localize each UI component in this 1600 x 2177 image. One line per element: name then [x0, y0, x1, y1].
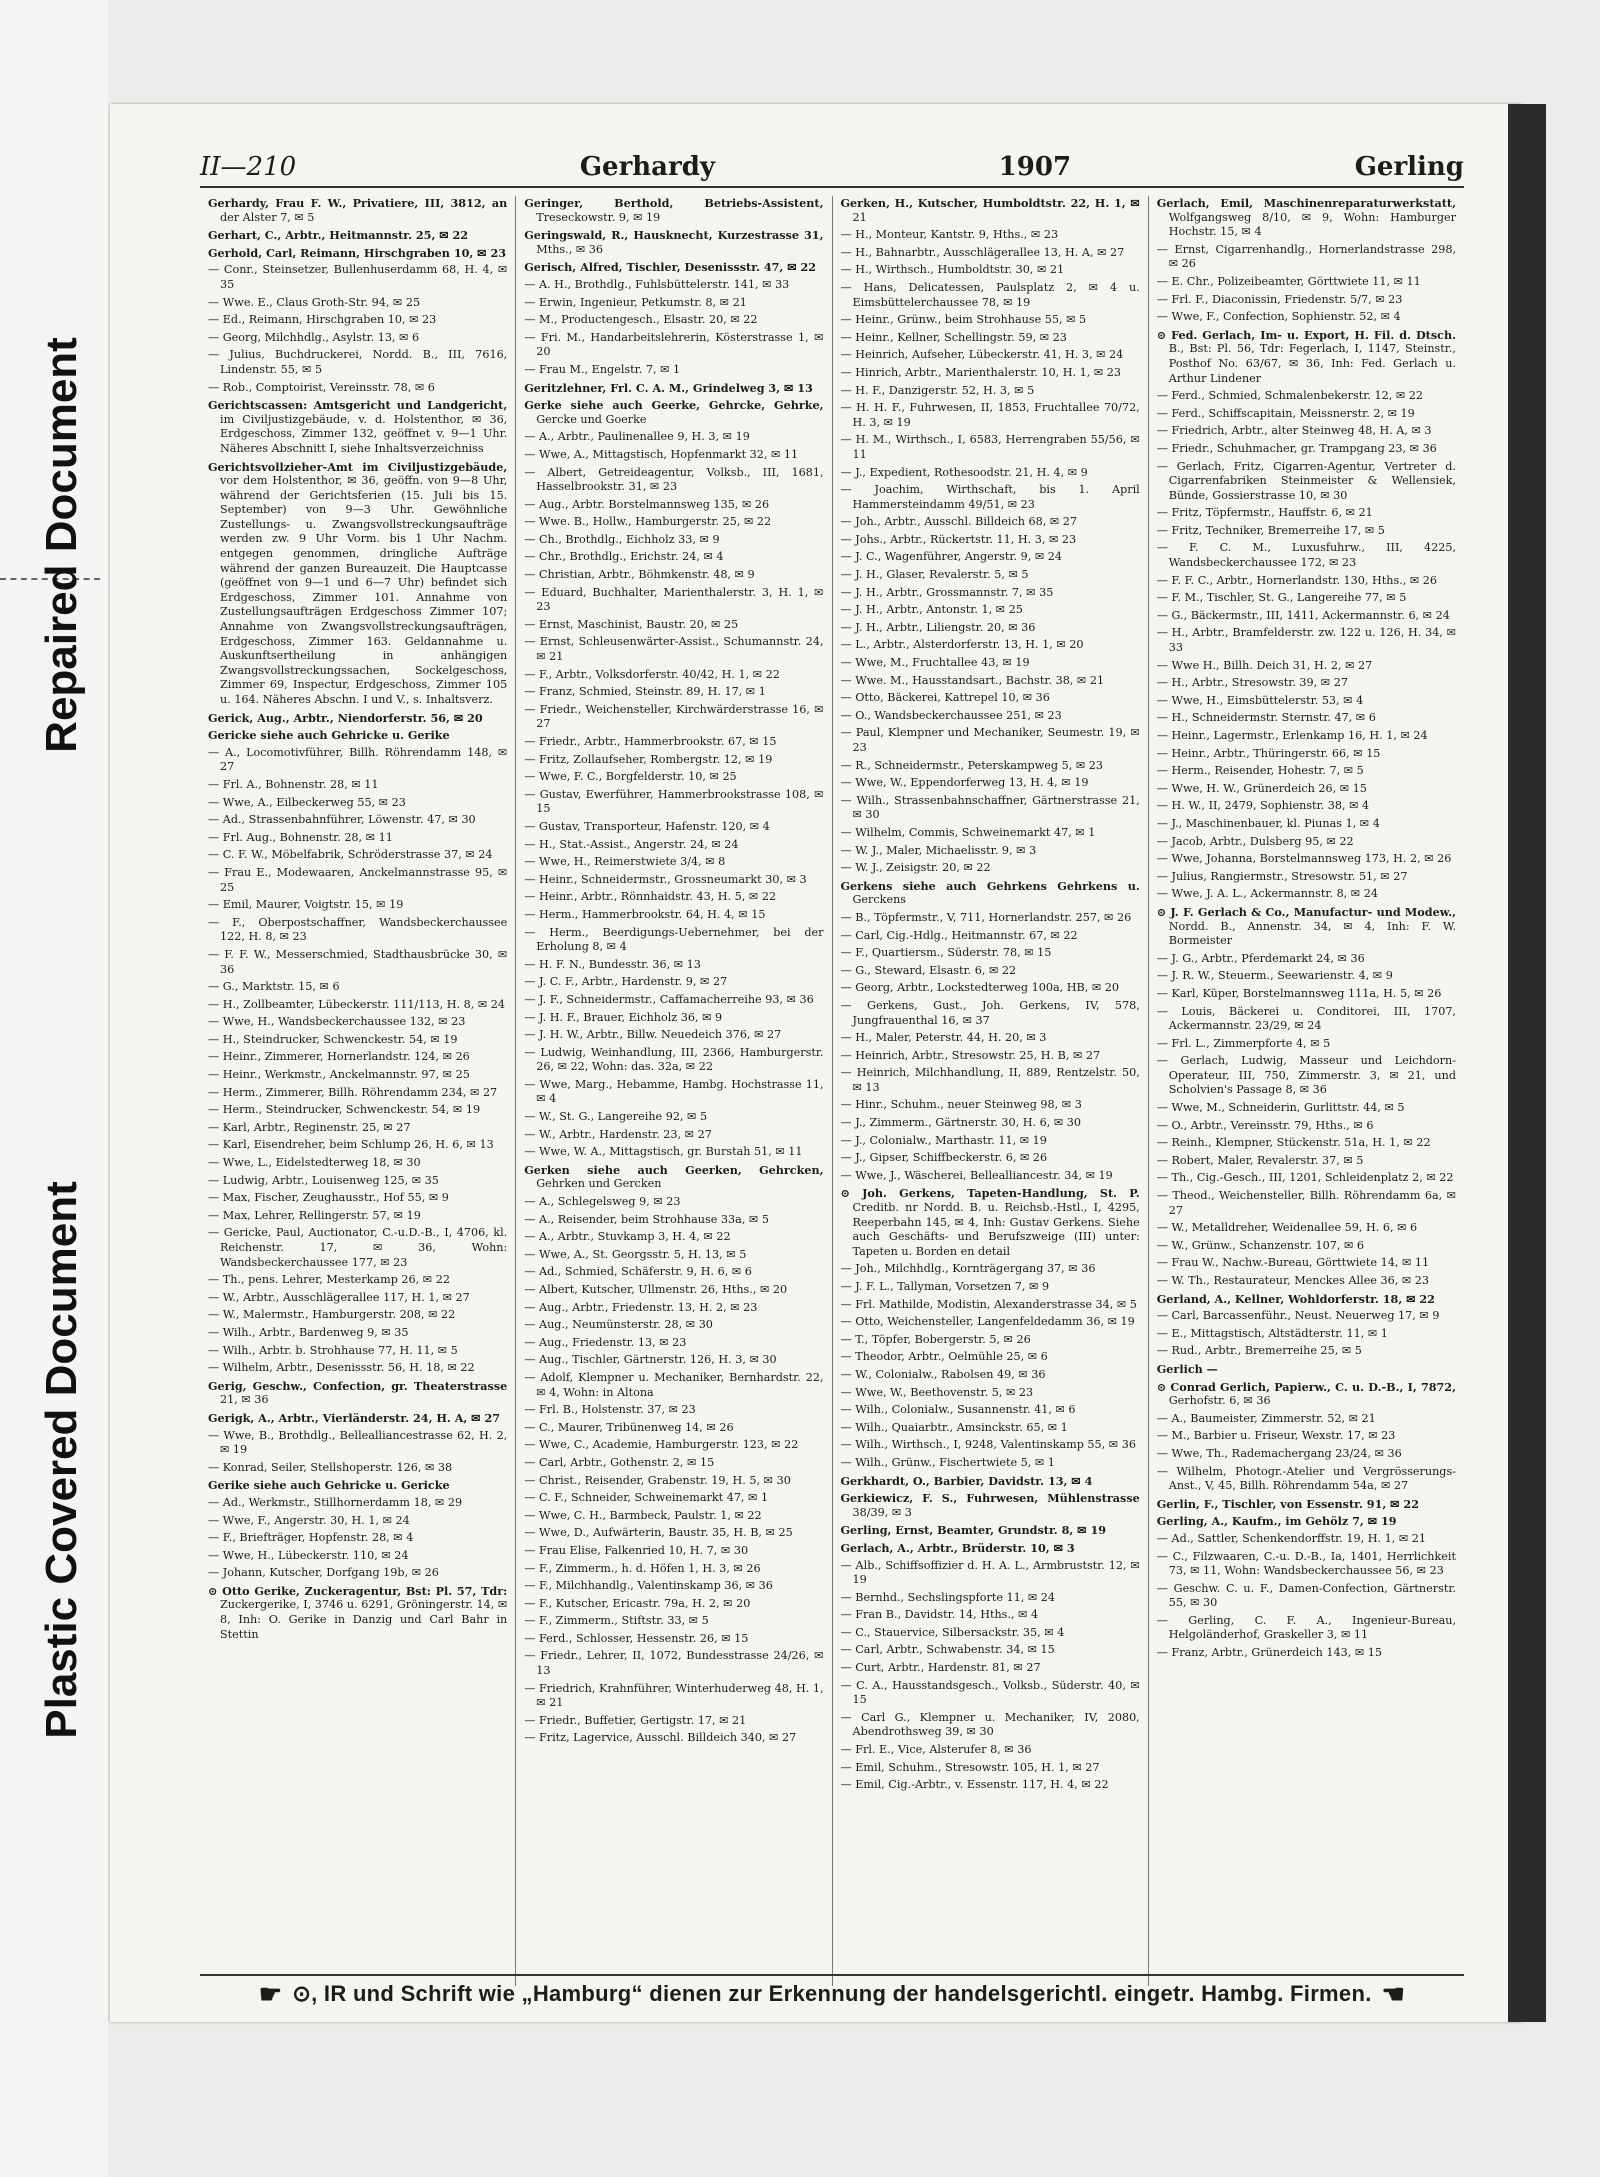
directory-entry: — Wwe, B., Brothdlg., Bellealliancestrasse 62, H. 2, ✉ 19 [208, 1428, 508, 1457]
directory-entry: — Wwe, Marg., Hebamme, Hambg. Hochstrasse 11, ✉ 4 [524, 1077, 824, 1106]
directory-entry: — G., Bäckermstr., III, 1411, Ackermannstr. 6, ✉ 24 [1156, 608, 1450, 622]
directory-entry: — Friedr., Lehrer, II, 1072, Bundesstrasse 24/26, ✉ 13 [524, 1649, 824, 1678]
directory-entry: — M., Barbier u. Friseur, Wexstr. 17, ✉ 23 [1156, 1429, 1396, 1443]
directory-entry: — Gustav, Transporteur, Hafenstr. 120, ✉ 4 [524, 819, 770, 833]
directory-entry: — Wwe, L., Eidelstedterweg 18, ✉ 30 [208, 1156, 421, 1170]
plastic-covered-document-label: Plastic Covered Document [37, 1181, 86, 1739]
directory-entry: — Wwe, M., Fruchtallee 43, ✉ 19 [840, 656, 1030, 670]
directory-entry: — F., Quartiersm., Süderstr. 78, ✉ 15 [840, 946, 1052, 960]
directory-entry: — Frl. Aug., Bohnenstr. 28, ✉ 11 [208, 830, 393, 844]
directory-entry: — Heinr., Kellner, Schellingstr. 59, ✉ 23 [840, 330, 1067, 344]
directory-entry: — H., Steindrucker, Schwenckestr. 54, ✉ 19 [208, 1032, 458, 1046]
directory-entry: Gerling, A., Kaufm., im Gehölz 7, ✉ 19 [1156, 1514, 1397, 1529]
directory-entry: — Friedrich, Arbtr., alter Steinweg 48, H. A, ✉ 3 [1156, 424, 1432, 438]
directory-entry: — Ed., Reimann, Hirschgraben 10, ✉ 23 [208, 313, 437, 327]
directory-entry: Gerlin, F., Tischler, von Essenstr. 91, ✉ 22 [1156, 1496, 1419, 1511]
directory-entry: — Wwe, A., Eilbeckerweg 55, ✉ 23 [208, 795, 406, 809]
directory-entry: — W., St. G., Langereihe 92, ✉ 5 [524, 1110, 708, 1124]
directory-entry: — G., Marktstr. 15, ✉ 6 [208, 980, 340, 994]
directory-entry: — Karl, Küper, Borstelmannsweg 111a, H. 5, ✉ 26 [1156, 986, 1442, 1000]
directory-entry: — Ad., Sattler, Schenkendorffstr. 19, H. 1, ✉ 21 [1156, 1531, 1426, 1545]
directory-entry: — C. F., Schneider, Schweinemarkt 47, ✉ 1 [524, 1491, 769, 1505]
header-year: 1907 [998, 152, 1072, 182]
directory-entry: — Otto, Bäckerei, Kattrepel 10, ✉ 36 [840, 691, 1050, 705]
directory-entry: — Theod., Weichensteller, Billh. Röhrendamm 6a, ✉ 27 [1156, 1189, 1456, 1217]
directory-entry: — Gustav, Ewerführer, Hammerbrookstrasse 108, ✉ 15 [524, 787, 824, 816]
directory-entry: — R., Schneidermstr., Peterskampweg 5, ✉ 23 [840, 758, 1104, 772]
directory-entry: — J., Gipser, Schiffbeckerstr. 6, ✉ 26 [840, 1151, 1048, 1165]
directory-entry: — Heinrich, Milchhandlung, II, 889, Rentzelstr. 50, ✉ 13 [840, 1066, 1140, 1094]
directory-entry: — W., Arbtr., Ausschlägerallee 117, H. 1, ✉ 27 [208, 1290, 470, 1304]
directory-entry: — Wwe, H., Lübeckerstr. 110, ✉ 24 [208, 1548, 409, 1562]
page-number: II—210 [200, 152, 297, 182]
directory-entry: — J. H., Arbtr., Liliengstr. 20, ✉ 36 [840, 620, 1036, 634]
directory-entry: — Hinrich, Arbtr., Marienthalerstr. 10, H. 1, ✉ 23 [840, 365, 1122, 379]
directory-entry: Gerhart, C., Arbtr., Heitmannstr. 25, ✉ 22 [208, 228, 469, 243]
directory-entry: — Max, Fischer, Zeughausstr., Hof 55, ✉ 9 [208, 1191, 449, 1205]
directory-entry: — Wwe, H., Eimsbüttelerstr. 53, ✉ 4 [1156, 693, 1364, 707]
directory-entry: — Friedr., Weichensteller, Kirchwärderstrasse 16, ✉ 27 [524, 702, 824, 731]
directory-entry: — Wilhelm, Arbtr., Desenissstr. 56, H. 18, ✉ 22 [208, 1361, 475, 1375]
directory-entry: — W., Arbtr., Hardenstr. 23, ✉ 27 [524, 1127, 712, 1141]
pointing-hand-right-icon: ☛ [258, 1978, 283, 2009]
directory-entry: — Reinh., Klempner, Stückenstr. 51a, H. 1, ✉ 22 [1156, 1136, 1431, 1150]
directory-entry: — Johann, Kutscher, Dorfgang 19b, ✉ 26 [208, 1566, 439, 1580]
directory-entry: — W., Metalldreher, Weidenallee 59, H. 6, ✉ 6 [1156, 1221, 1418, 1235]
directory-entry: — Emil, Schuhm., Stresowstr. 105, H. 1, ✉ 27 [840, 1760, 1100, 1774]
directory-entry: — B., Töpfermstr., V, 711, Hornerlandstr. 257, ✉ 26 [840, 910, 1132, 924]
directory-entry: — Frl. L., Zimmerpforte 4, ✉ 5 [1156, 1036, 1331, 1050]
directory-entry: — Frl. Mathilde, Modistin, Alexanderstrasse 34, ✉ 5 [840, 1297, 1137, 1311]
directory-entry: — C., Filzwaaren, C.-u. D.-B., Ia, 1401, Herrlichkeit 73, ✉ 11, Wohn: Wandsbeckerchaussee 56, ✉ 23 [1156, 1549, 1456, 1578]
directory-entry: — F., Zimmerm., Stiftstr. 33, ✉ 5 [524, 1614, 709, 1628]
directory-entry: — H. F., Danzigerstr. 52, H. 3, ✉ 5 [840, 383, 1035, 397]
directory-entry: ⊙ Conrad Gerlich, Papierw., C. u. D.-B., I, 7872, Gerhofstr. 6, ✉ 36 [1156, 1379, 1456, 1408]
directory-entry: — Ludwig, Weinhandlung, III, 2366, Hamburgerstr. 26, ✉ 22, Wohn: das. 32a, ✉ 22 [524, 1045, 824, 1074]
directory-entry: — Aug., Friedenstr. 13, ✉ 23 [524, 1335, 687, 1349]
directory-entry: — Carl, Cig.-Hdlg., Heitmannstr. 67, ✉ 22 [840, 928, 1078, 942]
directory-entry: — Julius, Rangiermstr., Stresowstr. 51, ✉ 27 [1156, 869, 1408, 883]
directory-entry: — H., Monteur, Kantstr. 9, Hths., ✉ 23 [840, 228, 1059, 242]
directory-entry: — J. H., Arbtr., Antonstr. 1, ✉ 25 [840, 603, 1023, 617]
directory-entry: — Curt, Arbtr., Hardenstr. 81, ✉ 27 [840, 1661, 1041, 1675]
header-left-word: Gerhardy [579, 152, 716, 182]
directory-entry: — Heinr., Arbtr., Rönnhaidstr. 43, H. 5, ✉ 22 [524, 890, 777, 904]
directory-entry: — Fri. M., Handarbeitslehrerin, Kösterstrasse 1, ✉ 20 [524, 330, 824, 359]
directory-entry: — Fran B., Davidstr. 14, Hths., ✉ 4 [840, 1608, 1039, 1622]
directory-entry: — Bernhd., Sechslingspforte 11, ✉ 24 [840, 1590, 1056, 1604]
directory-entry: Gericke siehe auch Gehricke u. Gerike [208, 728, 450, 743]
directory-entry: — H., Zollbeamter, Lübeckerstr. 111/113, H. 8, ✉ 24 [208, 997, 505, 1011]
directory-entry: — Wilhelm, Commis, Schweinemarkt 47, ✉ 1 [840, 825, 1096, 839]
directory-entry: — Friedr., Buffetier, Gertigstr. 17, ✉ 21 [524, 1713, 747, 1727]
directory-entry: — Joachim, Wirthschaft, bis 1. April Hammersteindamm 49/51, ✉ 23 [840, 483, 1140, 511]
directory-entry: — Hinr., Schuhm., neuer Steinweg 98, ✉ 3 [840, 1098, 1082, 1112]
column-3 [833, 196, 1149, 1986]
directory-entry: ⊙ Otto Gerike, Zuckeragentur, Bst: Pl. 57, Tdr: Zuckergerike, I, 3746 u. 6291, Gröningerstr. 14, ✉ 8, Inh: O. Gerike in Danzig und Carl Bahr in Stettin [208, 1583, 508, 1641]
directory-entry: — Fritz, Techniker, Bremerreihe 17, ✉ 5 [1156, 523, 1385, 537]
directory-entry: — Wwe. B., Hollw., Hamburgerstr. 25, ✉ 22 [524, 515, 772, 529]
directory-entry: Gerichtscassen: Amtsgericht und Landgericht, im Civiljustizgebäude, v. d. Holstenthor, ✉ 36, Erdgeschoss, Zimmer 132, geöffnet v. 9—1 Uhr. Näheres Abschnitt I, siehe Inhaltsverzeichniss [208, 398, 508, 455]
directory-entry: — Wilh., Quaiarbtr., Amsinckstr. 65, ✉ 1 [840, 1420, 1068, 1434]
directory-entry: Geritzlehner, Frl. C. A. M., Grindelweg 3, ✉ 13 [524, 380, 813, 395]
directory-entry: — F., Oberpostschaffner, Wandsbeckerchaussee 122, H. 8, ✉ 23 [208, 915, 508, 944]
directory-entry: — Ernst, Maschinist, Baustr. 20, ✉ 25 [524, 617, 739, 631]
directory-entry: — Ad., Strassenbahnführer, Löwenstr. 47, ✉ 30 [208, 813, 476, 827]
directory-entry: — Aug., Tischler, Gärtnerstr. 126, H. 3, ✉ 30 [524, 1353, 777, 1367]
directory-entry: — Wwe H., Billh. Deich 31, H. 2, ✉ 27 [1156, 658, 1373, 672]
directory-entry: — Franz, Schmied, Steinstr. 89, H. 17, ✉ 1 [524, 685, 766, 699]
directory-entry: — Frau Elise, Falkenried 10, H. 7, ✉ 30 [524, 1543, 749, 1557]
column-1 [200, 196, 516, 1986]
column-2 [516, 196, 832, 1986]
directory-entry: — J. C., Wagenführer, Angerstr. 9, ✉ 24 [840, 550, 1063, 564]
directory-entry: Gerigk, A., Arbtr., Vierländerstr. 24, H. A, ✉ 27 [208, 1410, 501, 1425]
directory-entry: — Wwe. M., Hausstandsart., Bachstr. 38, ✉ 21 [840, 673, 1105, 687]
directory-entry: — Wwe, H., Wandsbeckerchaussee 132, ✉ 23 [208, 1015, 466, 1029]
directory-entry: — Frl. B., Holstenstr. 37, ✉ 23 [524, 1403, 696, 1417]
directory-entry: — Fritz, Lagervice, Ausschl. Billdeich 340, ✉ 27 [524, 1731, 797, 1745]
directory-entry: — Aug., Arbtr., Friedenstr. 13, H. 2, ✉ 23 [524, 1300, 758, 1314]
directory-entry: ⊙ J. F. Gerlach & Co., Manufactur- und Modew., Nordd. B., Annenstr. 34, ✉ 4, Inh: F. W. Bormeister [1156, 904, 1456, 948]
directory-entry: Gerichtsvollzieher-Amt im Civiljustizgebäude, vor dem Holstenthor, ✉ 36, geöffn. von 9—8 Uhr, während der Gerichtsferien (15. Juli bis 15. September) von 9—3 Uhr. Gewöhnliche Zustellungs- u. Zwangsvollstreckungsaufträge werden zw. 9 Uhr Vorm. bis 1 Uhr Nachm. entgegen genommen, dringliche Aufträge während der ganzen Bureauzeit. Die Hauptcasse (geöffnet von 9—1 und 6—7 Uhr) befindet sich Erdgeschoss, Zimmer 101. Annahme von Zustellungsaufträgen Erdgeschoss Zimmer 107; Annahme von Zwangsvollstreckungsaufträgen, Erdgeschoss, Zimmer 163. Geldannahme u. Auskunftsertheilung in anhängigen Zwangsvollstreckungssachen, Sockelgeschoss, Zimmer 69, Inspectur, Erdgeschoss, Zimmer 105 u. 164. Näheres Abschn. I und V., s. Inhaltsverz. [208, 459, 508, 706]
directory-entry: — Wwe, Johanna, Borstelmannsweg 173, H. 2, ✉ 26 [1156, 852, 1452, 866]
directory-entry: — H., Arbtr., Bramfelderstr. zw. 122 u. 126, H. 34, ✉ 33 [1156, 626, 1456, 655]
directory-entry: — Wwe, H., Reimerstwiete 3/4, ✉ 8 [524, 855, 726, 869]
directory-entry: — Herm., Beerdigungs-Uebernehmer, bei der Erholung 8, ✉ 4 [524, 925, 824, 954]
directory-entry: — W. J., Maler, Michaelisstr. 9, ✉ 3 [840, 843, 1037, 857]
directory-entry: — F., Milchhandlg., Valentinskamp 36, ✉ 36 [524, 1579, 773, 1593]
directory-entry: — Fritz, Zollaufseher, Rombergstr. 12, ✉ 19 [524, 752, 773, 766]
directory-entry: — Jacob, Arbtr., Dulsberg 95, ✉ 22 [1156, 834, 1354, 848]
directory-entry: — Th., pens. Lehrer, Mesterkamp 26, ✉ 22 [208, 1273, 450, 1287]
directory-entry: — Friedr., Arbtr., Hammerbrookstr. 67, ✉ 15 [524, 735, 777, 748]
directory-entry: Geringer, Berthold, Betriebs-Assistent, Treseckowstr. 9, ✉ 19 [524, 196, 824, 224]
directory-entry: — C., Maurer, Tribünenweg 14, ✉ 26 [524, 1420, 734, 1434]
directory-entry: — E. Chr., Polizeibeamter, Görttwiete 11, ✉ 11 [1156, 274, 1421, 288]
directory-entry: — F., Arbtr., Volksdorferstr. 40/42, H. 1, ✉ 22 [524, 667, 780, 681]
directory-entry: — Emil, Cig.-Arbtr., v. Essenstr. 117, H. 4, ✉ 22 [840, 1778, 1109, 1792]
directory-entry: — Eduard, Buchhalter, Marienthalerstr. 3, H. 1, ✉ 23 [524, 585, 824, 614]
directory-entry: — Rud., Arbtr., Bremerreihe 25, ✉ 5 [1156, 1344, 1362, 1358]
directory-entry: — Wwe, C. H., Barmbeck, Paulstr. 1, ✉ 22 [524, 1508, 762, 1522]
header-right-word: Gerling [1354, 152, 1464, 182]
directory-entry: — Gerlach, Ludwig, Masseur und Leichdorn-Operateur, III, 750, Zimmerstr. 3, ✉ 21, und Scholvien's Passage 8, ✉ 36 [1156, 1054, 1456, 1097]
pointing-hand-left-icon: ☚ [1381, 1978, 1406, 2009]
binding-edge [1508, 104, 1546, 2022]
directory-entry: Gerlich — [1156, 1361, 1218, 1376]
directory-entry: — F., Zimmerm., h. d. Höfen 1, H. 3, ✉ 26 [524, 1561, 761, 1575]
directory-entry: — Rob., Comptoirist, Vereinsstr. 78, ✉ 6 [208, 380, 435, 394]
directory-entry: — Wwe. E., Claus Groth-Str. 94, ✉ 25 [208, 295, 421, 309]
directory-entry: — Frl. F., Diaconissin, Friedenstr. 5/7, ✉ 23 [1156, 292, 1403, 306]
directory-entry: — Paul, Klempner und Mechaniker, Seumestr. 19, ✉ 23 [840, 726, 1140, 754]
directory-entry: — H., Maler, Peterstr. 44, H. 20, ✉ 3 [840, 1031, 1047, 1045]
directory-entry: — Frau E., Modewaaren, Anckelmannstrasse 95, ✉ 25 [208, 865, 508, 894]
directory-entry: ⊙ Fed. Gerlach, Im- u. Export, H. Fil. d. Dtsch. B., Bst: Pl. 56, Tdr: Fegerlach, I, 1147, Steinstr., Posthof No. 63/67, ✉ 36, Inh: Fed. Gerlach u. Arthur Lindener [1156, 327, 1456, 385]
directory-entry: — L., Arbtr., Alsterdorferstr. 13, H. 1, ✉ 20 [840, 638, 1084, 652]
directory-entry: — H., Schneidermstr. Sternstr. 47, ✉ 6 [1156, 711, 1376, 725]
directory-entry: — J. H., Arbtr., Grossmannstr. 7, ✉ 35 [840, 585, 1054, 599]
directory-entry: — J., Zimmerm., Gärtnerstr. 30, H. 6, ✉ 30 [840, 1116, 1082, 1130]
directory-entry: — J. R. W., Steuerm., Seewarienstr. 4, ✉ 9 [1156, 969, 1393, 983]
directory-entry: — A. H., Brothdlg., Fuhlsbüttelerstr. 141, ✉ 33 [524, 277, 790, 291]
directory-entry: — Wwe, F., Angerstr. 30, H. 1, ✉ 24 [208, 1513, 410, 1527]
directory-entry: — F., Kutscher, Ericastr. 79a, H. 2, ✉ 20 [524, 1596, 751, 1610]
directory-entry: Geringswald, R., Hausknecht, Kurzestrasse 31, Mths., ✉ 36 [524, 228, 824, 256]
directory-entry: — Albert, Kutscher, Ullmenstr. 26, Hths., ✉ 20 [524, 1283, 788, 1296]
directory-entry: — A., Locomotivführer, Billh. Röhrendamm 148, ✉ 27 [208, 745, 508, 774]
directory-entry: — F. F. W., Messerschmied, Stadthausbrücke 30, ✉ 36 [208, 947, 508, 976]
repaired-document-label: Repaired Document [37, 337, 86, 753]
directory-entry: — Adolf, Klempner u. Mechaniker, Bernhardstr. 22, ✉ 4, Wohn: in Altona [524, 1370, 824, 1399]
directory-entry: — A., Arbtr., Stuvkamp 3, H. 4, ✉ 22 [524, 1230, 731, 1244]
directory-entry: — J. F., Schneidermstr., Caffamacherreihe 93, ✉ 36 [524, 992, 814, 1006]
directory-entry: — Wwe, W. A., Mittagstisch, gr. Burstah 51, ✉ 11 [524, 1145, 803, 1159]
directory-entry: Gerlach, A., Arbtr., Brüderstr. 10, ✉ 3 [840, 1540, 1075, 1555]
directory-entry: — Wwe, F., Confection, Sophienstr. 52, ✉ 4 [1156, 310, 1401, 324]
page-header [200, 142, 1464, 188]
directory-entry: — Wilh., Arbtr., Bardenweg 9, ✉ 35 [208, 1325, 409, 1339]
directory-entry: — Joh., Arbtr., Ausschl. Billdeich 68, ✉ 27 [840, 515, 1077, 529]
directory-entry: — Herm., Steindrucker, Schwenckestr. 54, ✉ 19 [208, 1103, 481, 1117]
directory-entry: — A., Reisender, beim Strohhause 33a, ✉ 5 [524, 1212, 769, 1226]
directory-entry: — Louis, Bäckerei u. Conditorei, III, 1707, Ackermannstr. 23/29, ✉ 24 [1156, 1004, 1456, 1033]
directory-entry: — H. M., Wirthsch., I, 6583, Herrengraben 55/56, ✉ 11 [840, 433, 1140, 461]
directory-entry: — G., Steward, Elsastr. 6, ✉ 22 [840, 963, 1017, 977]
directory-entry: Gerkhardt, O., Barbier, Davidstr. 13, ✉ 4 [840, 1473, 1093, 1488]
directory-entry: — Aug., Arbtr. Borstelmannsweg 135, ✉ 26 [524, 497, 770, 511]
directory-entry: — A., Arbtr., Paulinenallee 9, H. 3, ✉ 19 [524, 430, 750, 444]
directory-entry: — Robert, Maler, Revalerstr. 37, ✉ 5 [1156, 1153, 1364, 1167]
directory-entry: — Wwe, W., Eppendorferweg 13, H. 4, ✉ 19 [840, 776, 1089, 790]
directory-entry: Gerkiewicz, F. S., Fuhrwesen, Mühlenstrasse 38/39, ✉ 3 [840, 1491, 1140, 1519]
directory-entry: — J., Expedient, Rothesoodstr. 21, H. 4, ✉ 9 [840, 465, 1088, 479]
directory-entry: — Ad., Schmied, Schäferstr. 9, H. 6, ✉ 6 [524, 1265, 752, 1279]
directory-entry: Gerhold, Carl, Reimann, Hirschgraben 10, ✉ 23 [208, 245, 507, 260]
directory-entry: — J. F. L., Tallyman, Vorsetzen 7, ✉ 9 [840, 1280, 1050, 1293]
directory-entry: — Heinrich, Aufseher, Lübeckerstr. 41, H. 3, ✉ 24 [840, 348, 1124, 362]
directory-entry: — E., Mittagstisch, Altstädterstr. 11, ✉ 1 [1156, 1326, 1388, 1340]
directory-entry: — A., Baumeister, Zimmerstr. 52, ✉ 21 [1156, 1411, 1376, 1425]
directory-entry: — Konrad, Seiler, Stellshoperstr. 126, ✉ 38 [208, 1460, 453, 1474]
directory-entry: — Wwe, M., Schneiderin, Gurlittstr. 44, ✉ 5 [1156, 1101, 1405, 1115]
directory-entry: — Carl, Arbtr., Gothenstr. 2, ✉ 15 [524, 1455, 715, 1469]
directory-entry: Gerke siehe auch Geerke, Gehrcke, Gehrke, Gercke und Goerke [524, 398, 824, 426]
directory-entry: — Chr., Brothdlg., Erichstr. 24, ✉ 4 [524, 550, 724, 564]
directory-entry: — Max, Lehrer, Rellingerstr. 57, ✉ 19 [208, 1208, 421, 1222]
directory-entry: — Ferd., Schlosser, Hessenstr. 26, ✉ 15 [524, 1631, 749, 1645]
document-page [110, 104, 1522, 2022]
directory-entry: — Wwe, F. C., Borgfelderstr. 10, ✉ 25 [524, 770, 737, 784]
directory-entry: — Wwe, C., Academie, Hamburgerstr. 123, ✉ 22 [524, 1438, 799, 1452]
directory-entry: — Heinr., Zimmerer, Hornerlandstr. 124, ✉ 26 [208, 1050, 470, 1064]
directory-entry: — Ch., Brothdlg., Eichholz 33, ✉ 9 [524, 532, 720, 546]
directory-entry: Gerlach, Emil, Maschinenreparaturwerkstatt, Wolfgangsweg 8/10, ✉ 9, Wohn: Hamburger Hochstr. 15, ✉ 4 [1156, 196, 1456, 239]
directory-entry: — Erwin, Ingenieur, Petkumstr. 8, ✉ 21 [524, 295, 747, 309]
directory-entry: — Ferd., Schmied, Schmalenbekerstr. 12, ✉ 22 [1156, 389, 1423, 403]
directory-entry: Gerhardy, Frau F. W., Privatiere, III, 3812, an der Alster 7, ✉ 5 [208, 196, 508, 224]
directory-entry: — Heinr., Arbtr., Thüringerstr. 66, ✉ 15 [1156, 746, 1381, 760]
directory-entry: — T., Töpfer, Bobergerstr. 5, ✉ 26 [840, 1332, 1031, 1346]
directory-entry: — H., Wirthsch., Humboldtstr. 30, ✉ 21 [840, 263, 1065, 277]
directory-entry: — Georg, Arbtr., Lockstedterweg 100a, HB, ✉ 20 [840, 981, 1120, 995]
directory-entry: — Ad., Werkmstr., Stillhornerdamm 18, ✉ 29 [208, 1495, 463, 1509]
directory-entry: — Wwe, J. A. L., Ackermannstr. 8, ✉ 24 [1156, 887, 1378, 901]
directory-entry: — Joh., Milchhdlg., Kornträgergang 37, ✉ 36 [840, 1262, 1096, 1276]
directory-entry: — Carl G., Klempner u. Mechaniker, IV, 2080, Abendrothsweg 39, ✉ 30 [840, 1710, 1140, 1739]
directory-entry: — Wilh., Grünw., Fischertwiete 5, ✉ 1 [840, 1455, 1055, 1469]
directory-entry: — Wilhelm, Photogr.-Atelier und Vergrösserungs-Anst., V, 45, Billh. Röhrendamm 54a, ✉ 27 [1156, 1464, 1456, 1493]
directory-entry: — C., Stauervice, Silbersackstr. 35, ✉ 4 [840, 1625, 1065, 1639]
directory-entry: — Ludwig, Arbtr., Louisenweg 125, ✉ 35 [208, 1173, 439, 1187]
directory-entry: — Friedr., Schuhmacher, gr. Trampgang 23, ✉ 36 [1156, 441, 1437, 455]
directory-entry: — Theodor, Arbtr., Oelmühle 25, ✉ 6 [840, 1350, 1048, 1364]
directory-entry: Gerisch, Alfred, Tischler, Desenissstr. 47, ✉ 22 [524, 260, 817, 275]
directory-entry: Gerkens siehe auch Gehrkens Gehrkens u. Gerckens [840, 878, 1140, 907]
directory-entry: — J. H. F., Brauer, Eichholz 36, ✉ 9 [524, 1010, 723, 1024]
directory-entry: — Christian, Arbtr., Böhmkenstr. 48, ✉ 9 [524, 568, 755, 582]
directory-entry: Gerick, Aug., Arbtr., Niendorferstr. 56, ✉ 20 [208, 710, 483, 725]
directory-entry: — Herm., Reisender, Hohestr. 7, ✉ 5 [1156, 764, 1364, 778]
directory-entry: — Wilh., Wirthsch., I, 9248, Valentinskamp 55, ✉ 36 [840, 1438, 1136, 1452]
directory-entry: — H. W., II, 2479, Sophienstr. 38, ✉ 4 [1156, 799, 1370, 813]
directory-entry: — Wilh., Arbtr. b. Strohhause 77, H. 11, ✉ 5 [208, 1343, 458, 1357]
directory-entry: — Gericke, Paul, Auctionator, C.-u.D.-B., I, 4706, kl. Reichenstr. 17, ✉ 36, Wohn: Wandsbeckerchaussee 177, ✉ 23 [208, 1226, 508, 1269]
directory-entry: — Heinr., Werkmstr., Anckelmannstr. 97, ✉ 25 [208, 1068, 470, 1082]
directory-entry: — Gerkens, Gust., Joh. Gerkens, IV, 578, Jungfrauenthal 16, ✉ 37 [840, 998, 1140, 1027]
directory-entry: — W., Colonialw., Rabolsen 49, ✉ 36 [840, 1367, 1046, 1381]
directory-entry: — Gerling, C. F. A., Ingenieur-Bureau, Helgoländerhof, Graskeller 3, ✉ 11 [1156, 1613, 1456, 1642]
directory-entry: — C. F. W., Möbelfabrik, Schröderstrasse 37, ✉ 24 [208, 848, 493, 862]
directory-entry: — Wwe, A., Mittagstisch, Hopfenmarkt 32, ✉ 11 [524, 447, 799, 461]
directory-entry: — H., Stat.-Assist., Angerstr. 24, ✉ 24 [524, 837, 739, 851]
directory-entry: — J. G., Arbtr., Pferdemarkt 24, ✉ 36 [1156, 951, 1365, 965]
directory-entry: Gerig, Geschw., Confection, gr. Theaterstrasse 21, ✉ 36 [208, 1378, 508, 1407]
directory-entry: — Gerlach, Fritz, Cigarren-Agentur, Vertreter d. Cigarrenfabriken Steinmeister & Wellensiek, Bünde, Gossierstrasse 10, ✉ 30 [1156, 459, 1456, 502]
directory-entry: — Otto, Weichensteller, Langenfeldedamm 36, ✉ 19 [840, 1315, 1135, 1329]
directory-entry: — Ernst, Cigarrenhandlg., Hornerlandstrasse 298, ✉ 26 [1156, 242, 1456, 271]
directory-entry: — Carl, Arbtr., Schwabenstr. 34, ✉ 15 [840, 1643, 1055, 1657]
directory-entry: — Herm., Zimmerer, Billh. Röhrendamm 234, ✉ 27 [208, 1085, 498, 1099]
column-4 [1149, 196, 1464, 1986]
directory-entry: — H. H. F., Fuhrwesen, II, 1853, Fruchtallee 70/72, H. 3, ✉ 19 [840, 401, 1140, 429]
directory-entry: — Aug., Neumünsterstr. 28, ✉ 30 [524, 1318, 713, 1332]
directory-entry: — Emil, Maurer, Voigtstr. 15, ✉ 19 [208, 898, 404, 912]
directory-entry: Gerken siehe auch Geerken, Gehrcken, Gehrken und Gercken [524, 1162, 824, 1191]
page-footer [200, 1974, 1464, 2012]
directory-entry: — Heinr., Lagermstr., Erlenkamp 16, H. 1, ✉ 24 [1156, 729, 1428, 742]
directory-entry: — Heinr., Schneidermstr., Grossneumarkt 30, ✉ 3 [524, 872, 807, 886]
directory-entry: — J., Colonialw., Marthastr. 11, ✉ 19 [840, 1133, 1047, 1147]
directory-entry: — Herm., Hammerbrookstr. 64, H. 4, ✉ 15 [524, 907, 766, 921]
directory-entry: — Conr., Steinsetzer, Bullenhuserdamm 68, H. 4, ✉ 35 [208, 263, 508, 291]
directory-entry: Gerland, A., Kellner, Wohldorferstr. 18, ✉ 22 [1156, 1291, 1435, 1306]
directory-entry: Gerling, Ernst, Beamter, Grundstr. 8, ✉ 19 [840, 1523, 1107, 1538]
directory-entry: — O., Arbtr., Vereinsstr. 79, Hths., ✉ 6 [1156, 1118, 1374, 1132]
directory-entry: — M., Productengesch., Elsastr. 20, ✉ 22 [524, 313, 758, 327]
directory-entry: — A., Schlegelsweg 9, ✉ 23 [524, 1195, 681, 1209]
directory-entry: — Christ., Reisender, Grabenstr. 19, H. 5, ✉ 30 [524, 1473, 791, 1487]
directory-entry: Gerike siehe auch Gehricke u. Gericke [208, 1478, 450, 1493]
directory-entry: Gerken, H., Kutscher, Humboldtstr. 22, H. 1, ✉ 21 [840, 196, 1140, 224]
directory-entry: — Wwe, W., Beethovenstr. 5, ✉ 23 [840, 1385, 1034, 1399]
directory-entry: — Fritz, Töpfermstr., Hauffstr. 6, ✉ 21 [1156, 506, 1373, 520]
directory-entry: — Wilh., Strassenbahnschaffner, Gärtnerstrasse 21, ✉ 30 [840, 793, 1140, 822]
directory-entry: — Karl, Arbtr., Reginenstr. 25, ✉ 27 [208, 1120, 411, 1134]
directory-entry: — C. A., Hausstandsgesch., Volksb., Süderstr. 40, ✉ 15 [840, 1678, 1140, 1707]
directory-entry: — Wwe, D., Aufwärterin, Baustr. 35, H. B, ✉ 25 [524, 1526, 793, 1540]
directory-entry: — Alb., Schiffsoffizier d. H. A. L., Armbruststr. 12, ✉ 19 [840, 1558, 1140, 1587]
directory-entry: — J. H., Glaser, Revalerstr. 5, ✉ 5 [840, 568, 1029, 582]
directory-entry: — Friedrich, Krahnführer, Winterhuderweg 48, H. 1, ✉ 21 [524, 1681, 824, 1710]
directory-entry: — Heinr., Grünw., beim Strohhause 55, ✉ 5 [840, 313, 1087, 327]
directory-entry: — J., Maschinenbauer, kl. Piunas 1, ✉ 4 [1156, 816, 1380, 830]
directory-entry: — H. F. N., Bundesstr. 36, ✉ 13 [524, 957, 701, 971]
left-margin-strip [0, 0, 108, 2177]
directory-entry: — Karl, Eisendreher, beim Schlump 26, H. 6, ✉ 13 [208, 1138, 494, 1152]
directory-entry: — F. M., Tischler, St. G., Langereihe 77, ✉ 5 [1156, 591, 1407, 605]
directory-entry: — W., Grünw., Schanzenstr. 107, ✉ 6 [1156, 1238, 1365, 1252]
directory-entry: — Wwe, J., Wäscherei, Bellealliancestr. 34, ✉ 19 [840, 1168, 1113, 1182]
directory-entry: — Johs., Arbtr., Rückertstr. 11, H. 3, ✉ 23 [840, 532, 1077, 546]
directory-entry: — Heinrich, Arbtr., Stresowstr. 25, H. B, ✉ 27 [840, 1048, 1101, 1062]
directory-entry: — O., Wandsbeckerchaussee 251, ✉ 23 [840, 708, 1062, 722]
directory-entry: — J. C. F., Arbtr., Hardenstr. 9, ✉ 27 [524, 975, 728, 989]
directory-entry: — Carl, Barcassenführ., Neust. Neuerweg 17, ✉ 9 [1156, 1309, 1440, 1323]
directory-entry: — F. C. M., Luxusfuhrw., III, 4225, Wandsbeckerchaussee 172, ✉ 23 [1156, 541, 1456, 570]
directory-entry: — Albert, Getreideagentur, Volksb., III, 1681, Hasselbrookstr. 31, ✉ 23 [524, 465, 824, 494]
directory-entry: — F. F. C., Arbtr., Hornerlandstr. 130, Hths., ✉ 26 [1156, 573, 1438, 587]
directory-entry: — H., Arbtr., Stresowstr. 39, ✉ 27 [1156, 676, 1348, 690]
directory-entry: — Wwe, H. W., Grünerdeich 26, ✉ 15 [1156, 781, 1367, 795]
directory-entry: — W., Malermstr., Hamburgerstr. 208, ✉ 22 [208, 1308, 456, 1322]
directory-entry: — Wilh., Colonialw., Susannenstr. 41, ✉ 6 [840, 1403, 1076, 1417]
footer-note: ⊙, IR und Schrift wie „Hamburg“ dienen zur Erkennung der handelsgerichtl. eingetr. Hambg. Firmen. [292, 1981, 1372, 2006]
directory-entry: — Geschw. C. u. F., Damen-Confection, Gärtnerstr. 55, ✉ 30 [1156, 1581, 1456, 1610]
directory-entry: — J. H. W., Arbtr., Billw. Neuedeich 376, ✉ 27 [524, 1028, 782, 1042]
directory-entry: — Wwe, Th., Rademachergang 23/24, ✉ 36 [1156, 1446, 1402, 1460]
directory-entry: — Frl. A., Bohnenstr. 28, ✉ 11 [208, 777, 379, 791]
directory-entry: — Wwe, A., St. Georgsstr. 5, H. 13, ✉ 5 [524, 1247, 747, 1261]
directory-entry: — Frl. E., Vice, Alsterufer 8, ✉ 36 [840, 1743, 1032, 1757]
directory-entry: — Frau M., Engelstr. 7, ✉ 1 [524, 362, 681, 376]
directory-entry: ⊙ Joh. Gerkens, Tapeten-Handlung, St. P. Creditb. nr Nordd. B. u. Reichsb.-Hstl., I, 4295, Reeperbahn 145, ✉ 4, Inh: Gustav Gerkens. Siehe auch Geschäfts- und Berufszweige (III) unter: Tapeten u. Borden en detail [840, 1186, 1140, 1258]
directory-entry: — Franz, Arbtr., Grünerdeich 143, ✉ 15 [1156, 1646, 1383, 1660]
directory-entry: — Julius, Buchdruckerei, Nordd. B., III, 7616, Lindenstr. 55, ✉ 5 [208, 348, 508, 376]
directory-entry: — Th., Cig.-Gesch., III, 1201, Schleidenplatz 2, ✉ 22 [1156, 1171, 1454, 1185]
directory-entry: — Ferd., Schiffscapitain, Meissnerstr. 2, ✉ 19 [1156, 406, 1415, 420]
directory-entry: — H., Bahnarbtr., Ausschlägerallee 13, H. A, ✉ 27 [840, 245, 1125, 259]
directory-entry: — W. Th., Restaurateur, Menckes Allee 36, ✉ 23 [1156, 1274, 1429, 1287]
directory-entry: — W. J., Zeisigstr. 20, ✉ 22 [840, 861, 991, 875]
directory-entry: — F., Briefträger, Hopfenstr. 28, ✉ 4 [208, 1531, 414, 1545]
directory-entry: — Georg, Milchhdlg., Asylstr. 13, ✉ 6 [208, 330, 420, 344]
directory-entry: — Hans, Delicatessen, Paulsplatz 2, ✉ 4 u. Eimsbüttelerchaussee 78, ✉ 19 [840, 280, 1140, 309]
directory-entry: — Ernst, Schleusenwärter-Assist., Schumannstr. 24, ✉ 21 [524, 635, 824, 664]
directory-entry: — Frau W., Nachw.-Bureau, Görttwiete 14, ✉ 11 [1156, 1256, 1430, 1270]
directory-columns [200, 196, 1464, 1986]
